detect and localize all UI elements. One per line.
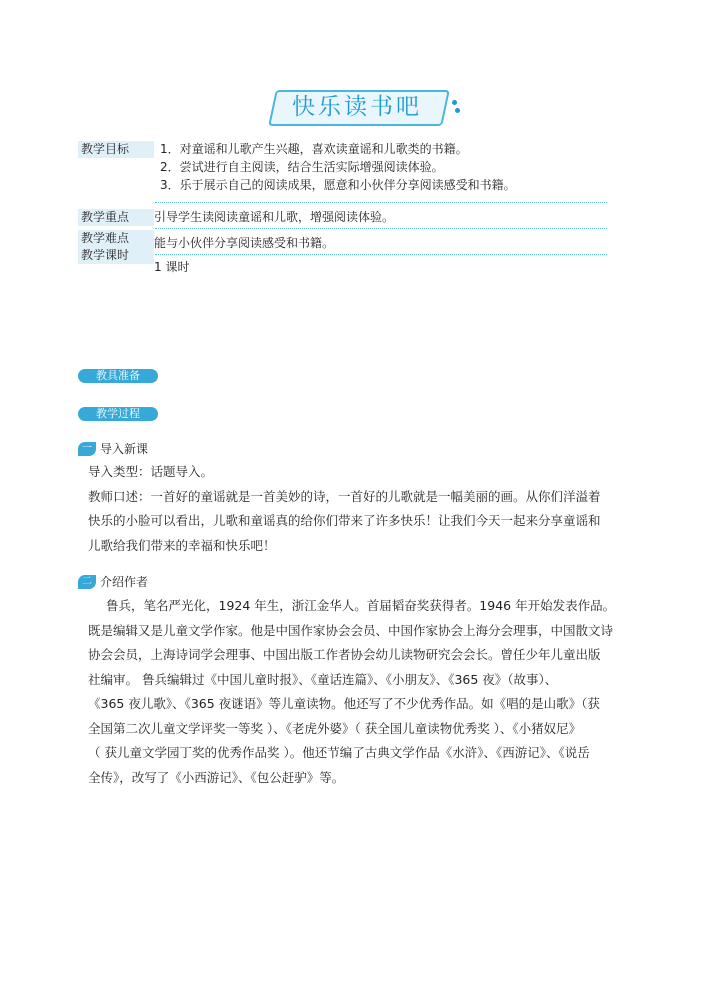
- goal-item-2: 2．尝试进行自主阅读，结合生活实际增强阅读体验。: [160, 160, 444, 174]
- divider: [155, 254, 607, 255]
- part-1-number-badge: 一: [78, 442, 96, 456]
- focus-label: 教学重点: [78, 209, 154, 226]
- part-1-line-3: 儿歌给我们带来的幸福和快乐吧！: [88, 537, 276, 553]
- part-1-line-2: 快乐的小脸可以看出，儿歌和童谣真的给你们带来了许多快乐！让我们今天一起来分享童谣和: [88, 513, 601, 528]
- part-2-number-badge: 二: [78, 575, 96, 589]
- part-1-type-line: 导入类型：话题导入。: [88, 464, 214, 479]
- difficulty-text: 能与小伙伴分享阅读感受和书籍。: [154, 236, 335, 250]
- section-prep-badge: 教具准备: [78, 369, 158, 383]
- focus-text: 引导学生读阅读童谣和儿歌，增强阅读体验。: [154, 210, 395, 224]
- divider: [155, 228, 607, 229]
- goals-label: 教学目标: [78, 141, 154, 158]
- part-2-line-2: 既是编辑又是儿童文学作家。他是中国作家协会会员、中国作家协会上海分会理事，中国散文诗: [88, 622, 614, 638]
- part-2-line-7: （ 获儿童文学园丁奖的优秀作品奖 ）。他还节编了古典文学作品《水浒》、《西游记》、《说岳: [88, 745, 590, 760]
- section-process-badge: 教学过程: [78, 407, 158, 421]
- part-2-title: 介绍作者: [100, 575, 149, 589]
- part-2-line-3: 协会会员，上海诗词学会理事、中国出版工作者协会幼儿读物研究会会长。曾任少年儿童出版: [88, 647, 601, 662]
- part-2-body: [88, 594, 656, 790]
- divider: [155, 202, 607, 203]
- goal-item-1: 1．对童谣和儿歌产生兴趣，喜欢读童谣和儿歌类的书籍。: [160, 142, 468, 156]
- title-banner: [272, 90, 462, 124]
- part-1-title: 导入新课: [100, 442, 149, 456]
- hours-text: 1 课时: [154, 260, 190, 274]
- dots-decoration-icon: [452, 100, 462, 120]
- part-1-line-1: 教师口述：一首好的童谣就是一首美妙的诗，一首好的儿歌就是一幅美丽的画。从你们洋溢着: [88, 488, 601, 504]
- part-2-line-4: 社编审。 鲁兵编辑过《中国儿童时报》、《童话连篇》、《小朋友》、《365 夜》（故事）、: [88, 671, 558, 687]
- difficulty-label: 教学难点: [78, 230, 154, 247]
- hours-label: 教学课时: [78, 247, 154, 264]
- part-1-body: [88, 460, 656, 558]
- page-title: 快乐读书吧: [292, 94, 422, 120]
- part-2-line-5: 《365 夜儿歌》、《365 夜谜语》等儿童读物。他还写了不少优秀作品。如《唱的是山歌》（获: [88, 696, 600, 711]
- part-2-line-1: 鲁兵，笔名严光化，1924 年生，浙江金华人。首届韬奋奖获得者。1946 年开始发表作品。: [106, 598, 616, 613]
- goal-item-3: 3．乐于展示自己的阅读成果，愿意和小伙伴分享阅读感受和书籍。: [160, 178, 516, 192]
- part-2-line-8: 全传》，改写了《小西游记》、《包公赶驴》等。: [88, 769, 345, 785]
- part-2-line-6: 全国第二次儿童文学评奖一等奖 ）、《老虎外婆》（ 获全国儿童读物优秀奖 ）、《小猪奴尼》: [88, 720, 582, 736]
